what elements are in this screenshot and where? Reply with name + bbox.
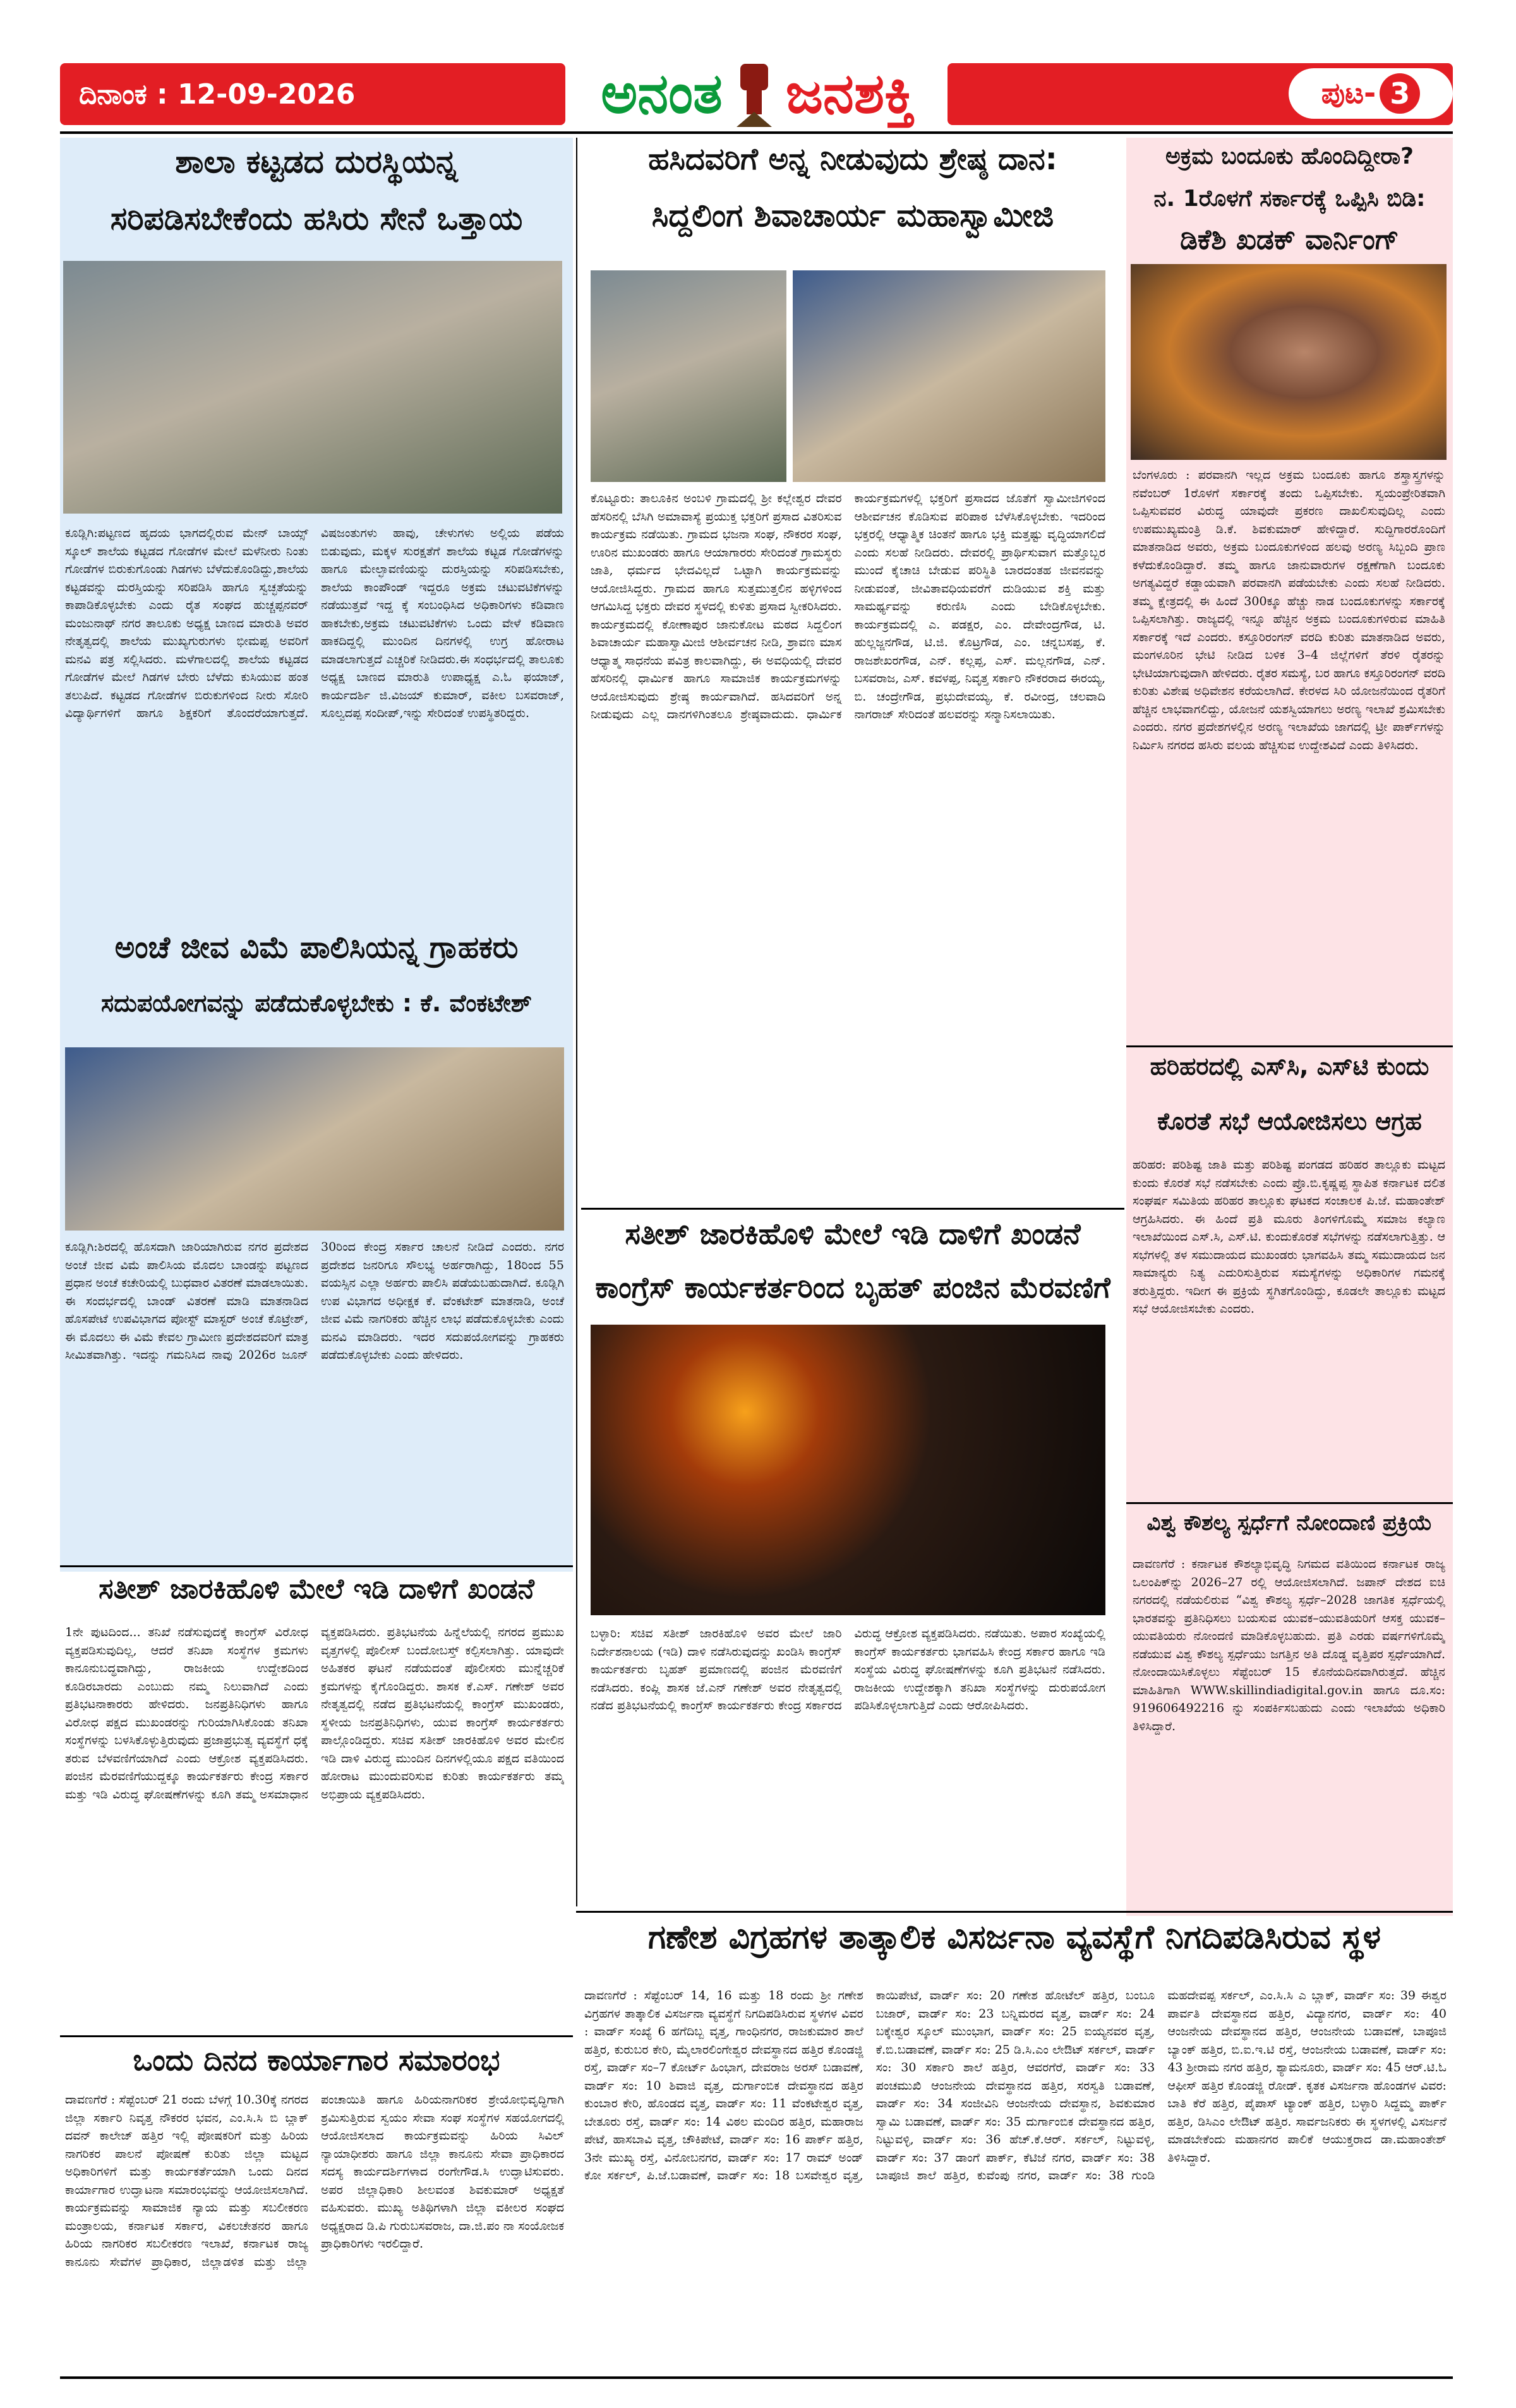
a7-photo-dk-shivakumar	[1131, 264, 1447, 460]
a5-headline-1: ಹಸಿದವರಿಗೆ ಅನ್ನ ನೀಡುವುದು ಶ್ರೇಷ್ಠ ದಾನ:	[648, 141, 1057, 177]
a4-body: ದಾವಣಗೆರೆ : ಸೆಪ್ಟೆಂಬರ್ 21 ರಂದು ಬೆಳಗ್ಗೆ 10.30ಕ್ಕೆ ನಗರದ ಜಿಲ್ಲಾ ಸರ್ಕಾರಿ ನಿವೃತ್ತ ನೌಕರರ ಭವನ, ಎಂ.ಸಿ.ಸಿ ಬಿ ಬ್ಲಾಕ್ ದವನ್ ಕಾಲೇಜ್ ಹತ್ತಿರ ಇಲ್ಲಿ ಪೋಷಕರಿಗೆ ಮತ್ತು ಹಿರಿಯ ನಾಗರಿಕರ ಪಾಲನೆ ಪೋಷಣೆ ಕುರಿತು ಜಿಲ್ಲಾ ಮಟ್ಟದ ಅಧಿಕಾರಿಗಳಿಗೆ ಮತ್ತು ಕಾರ್ಯಕರ್ತೆಯಾಗಿ ಒಂದು ದಿನದ ಕಾರ್ಯಾಗಾರ ಉದ್ಘಾಟನಾ ಸಮಾರಂಭವನ್ನು ಆಯೋಜಿಸಲಾಗಿದೆ. ಕಾರ್ಯಕ್ರಮವನ್ನು ಸಾಮಾಜಿಕ ನ್ಯಾಯ ಮತ್ತು ಸಬಲೀಕರಣ ಮಂತ್ರಾಲಯ, ಕರ್ನಾಟಕ ಸರ್ಕಾರ, ವಿಕಲಚೇತನರ ಹಾಗೂ ಹಿರಿಯ ನಾಗರಿಕರ ಸಬಲೀಕರಣ ಇಲಾಖೆ, ಕರ್ನಾಟಕ ರಾಜ್ಯ ಕಾನೂನು ಸೇವೆಗಳ ಪ್ರಾಧಿಕಾರ, ಜಿಲ್ಲಾಡಳಿತ ಮತ್ತು ಜಿಲ್ಲಾ ಪಂಚಾಯಿತಿ ಹಾಗೂ ಹಿರಿಯನಾಗರಿಕರ ಶ್ರೇಯೋಭಿವೃದ್ಧಿಗಾಗಿ ಶ್ರಮಿಸುತ್ತಿರುವ ಸ್ವಯಂ ಸೇವಾ ಸಂಘ ಸಂಸ್ಥೆಗಳ ಸಹಯೋಗದಲ್ಲಿ ಆಯೋಜಿಸಲಾದ ಕಾರ್ಯಕ್ರಮವನ್ನು ಹಿರಿಯ ಸಿವಿಲ್ ನ್ಯಾಯಾಧೀಶರು ಹಾಗೂ ಜಿಲ್ಲಾ ಕಾನೂನು ಸೇವಾ ಪ್ರಾಧಿಕಾರದ ಸದಸ್ಯ ಕಾರ್ಯದರ್ಶಿಗಳಾದ ರಂಗೇಗೌಡ.ಸಿ ಉದ್ಘಾಟಿಸುವರು. ಅಪರ ಜಿಲ್ಲಾಧಿಕಾರಿ ಶೀಲವಂತ ಶಿವಕುಮಾರ್ ಅಧ್ಯಕ್ಷತೆ ವಹಿಸುವರು. ಮುಖ್ಯ ಅತಿಥಿಗಳಾಗಿ ಜಿಲ್ಲಾ ವಕೀಲರ ಸಂಘದ ಅಧ್ಯಕ್ಷರಾದ ಡಿ.ಪಿ ಗುರುಬಸವರಾಜ, ದಾ.ಜಿ.ಪಂ ನಾ ಸಂಯೋಜಕ ಪ್ರಾಧಿಕಾರಿಗಳು ಇರಲಿದ್ದಾರೆ.	[65, 2093, 564, 2269]
col-divider-left	[576, 138, 577, 1906]
a5-photo-swamiji	[591, 270, 786, 482]
a6-headline-2: ಕಾಂಗ್ರೆಸ್ ಕಾರ್ಯಕರ್ತರಿಂದ ಬೃಹತ್ ಪಂಜಿನ ಮೆರವಣಿಗೆ	[595, 1270, 1110, 1304]
page-label: ಪುಟ-	[1321, 76, 1376, 110]
a8-headline-2: ಕೊರತೆ ಸಭೆ ಆಯೋಜಿಸಲು ಆಗ್ರಹ	[1157, 1107, 1422, 1135]
right-divider-2	[1126, 1502, 1453, 1504]
a10-body: ದಾವಣಗೆರೆ : ಸೆಪ್ಟೆಂಬರ್ 14, 16 ಮತ್ತು 18 ರಂದು ಶ್ರೀ ಗಣೇಶ ವಿಗ್ರಹಗಳ ತಾತ್ಕಾಲಿಕ ವಿಸರ್ಜನಾ ವ್ಯವಸ್ಥೆಗೆ ನಿಗದಿಪಡಿಸಿರುವ ಸ್ಥಳಗಳ ವಿವರ : ವಾರ್ಡ್ ಸಂಖ್ಯೆ 6 ಹಗೆದಿಬ್ಬ ವೃತ್ತ, ಗಾಂಧಿನಗರ, ರಾಜಕುಮಾರ ಶಾಲೆ ಹತ್ತಿರ, ಕುರುಬರ ಕೇರಿ, ಮೈಲಾರಲಿಂಗೇಶ್ವರ ದೇವಸ್ಥಾನದ ಹತ್ತಿರ ಕೊಂಡಜ್ಜಿ ರಸ್ತೆ, ವಾರ್ಡ್ ಸಂ–7 ಕೋರ್ಟ್ ಹಿಂಭಾಗ, ದೇವರಾಜ ಅರಸ್ ಬಡಾವಣೆ, ವಾರ್ಡ್ ಸಂ: 10 ಶಿವಾಜಿ ವೃತ್ತ, ದುರ್ಗಾಂಬಿಕ ದೇವಸ್ಥಾನದ ಹತ್ತಿರ ಕುಂಬಾರ ಕೇರಿ, ಹೊಂಡದ ವೃತ್ತ, ವಾರ್ಡ್ ಸಂ: 11 ವೆಂಕಟೇಶ್ವರ ವೃತ್ತ, ಬೇತೂರು ರಸ್ತೆ, ವಾರ್ಡ್ ಸಂ: 14 ವಿಠಲ ಮಂದಿರ ಹತ್ತಿರ, ಮಹಾರಾಜ ಪೇಟೆ, ಹಾಸಬಾವಿ ವೃತ್ತ, ಚೌಕಿಪೇಟೆ, ವಾರ್ಡ್ ಸಂ: 16 ಪಾರ್ಕ್ ಹತ್ತಿರ, 3ನೇ ಮುಖ್ಯ ರಸ್ತೆ, ವಿನೋಬನಗರ, ವಾರ್ಡ್ ಸಂ: 17 ರಾಮ್ ಅಂಡ್ ಕೋ ಸರ್ಕಲ್, ಪಿ.ಜೆ.ಬಡಾವಣೆ, ವಾರ್ಡ್ ಸಂ: 18 ಬಸವೇಶ್ವರ ವೃತ್ತ, ಕಾಯಿಪೇಟೆ, ವಾರ್ಡ್ ಸಂ: 20 ಗಣೇಶ ಹೋಟೆಲ್ ಹತ್ತಿರ, ಬಂಬೂ ಬಜಾರ್, ವಾರ್ಡ್ ಸಂ: 23 ಬನ್ನಿಮರದ ವೃತ್ತ, ವಾರ್ಡ್ ಸಂ: 24 ಬಕ್ಕೇಶ್ವರ ಸ್ಕೂಲ್ ಮುಂಭಾಗ, ವಾರ್ಡ್ ಸಂ: 25 ಐಯ್ಯನವರ ವೃತ್ತ, ಕೆ.ಬಿ.ಬಡಾವಣೆ, ವಾರ್ಡ್ ಸಂ: 25 ಡಿ.ಸಿ.ಎಂ ಲೇಔಟ್ ಸರ್ಕಲ್, ವಾರ್ಡ್ ಸಂ: 30 ಸರ್ಕಾರಿ ಶಾಲೆ ಹತ್ತಿರ, ಆವರಗೆರೆ, ವಾರ್ಡ್ ಸಂ: 33 ಪಂಚಮುಖಿ ಆಂಜನೇಯ ದೇವಸ್ಥಾನದ ಹತ್ತಿರ, ಸರಸ್ವತಿ ಬಡಾವಣೆ, ವಾರ್ಡ್ ಸಂ: 34 ಸಂಜೀವಿನಿ ಆಂಜನೇಯ ದೇವಸ್ಥಾನ, ಶಿವಕುಮಾರ ಸ್ವಾಮಿ ಬಡಾವಣೆ, ವಾರ್ಡ್ ಸಂ: 35 ದುರ್ಗಾಂಬಿಕ ದೇವಸ್ಥಾನದ ಹತ್ತಿರ, ನಿಟ್ಟುವಳ್ಳಿ, ವಾರ್ಡ್ ಸಂ: 36 ಹೆಚ್.ಕೆ.ಆರ್. ಸರ್ಕಲ್, ನಿಟ್ಟುವಳ್ಳಿ, ವಾರ್ಡ್ ಸಂ: 37 ಡಾಂಗೆ ಪಾರ್ಕ್, ಕೆಟಿಜೆ ನಗರ, ವಾರ್ಡ್ ಸಂ: 38 ಬಾಪೂಜಿ ಶಾಲೆ ಹತ್ತಿರ, ಕುವೆಂಪು ನಗರ, ವಾರ್ಡ್ ಸಂ: 38 ಗುಂಡಿ ಮಹದೇವಪ್ಪ ಸರ್ಕಲ್, ಎಂ.ಸಿ.ಸಿ ಎ ಬ್ಲಾಕ್, ವಾರ್ಡ್ ಸಂ: 39 ಈಶ್ವರ ಪಾರ್ವತಿ ದೇವಸ್ಥಾನದ ಹತ್ತಿರ, ವಿದ್ಯಾನಗರ, ವಾರ್ಡ್ ಸಂ: 40 ಆಂಜನೇಯ ದೇವಸ್ಥಾನದ ಹತ್ತಿರ, ಆಂಜನೇಯ ಬಡಾವಣೆ, ಬಾಪೂಜಿ ಬ್ಯಾಂಕ್ ಹತ್ತಿರ, ಬಿ.ಐ.ಇ.ಟಿ ರಸ್ತೆ, ಆಂಜನೇಯ ಬಡಾವಣೆ, ವಾರ್ಡ್ ಸಂ: 43 ಶ್ರೀರಾಮ ನಗರ ಹತ್ತಿರ, ಶ್ಯಾಮನೂರು, ವಾರ್ಡ್ ಸಂ: 45 ಆರ್.ಟಿ.ಓ ಆಫೀಸ್ ಹತ್ತಿರ ಕೊಂಡಜ್ಜಿ ರೋಡ್. ಕೃತಕ ವಿಸರ್ಜನಾ ಹೊಂಡಗಳ ವಿವರ: ಬಾತಿ ಕೆರೆ ಹತ್ತಿರ, ಪೈಪಾಸ್ ಟ್ಯಾಂಕ್ ಹತ್ತಿರ, ಬಳ್ಳಾರಿ ಸಿದ್ದಮ್ಮ ಪಾರ್ಕ್ ಹತ್ತಿರ, ಡಿಸಿಎಂ ಲೇಔಟ್ ಹತ್ತಿರ. ಸಾರ್ವಜನಿಕರು ಈ ಸ್ಥಳಗಳಲ್ಲಿ ವಿಸರ್ಜನೆ ಮಾಡಬೇಕೆಂದು ಮಹಾನಗರ ಪಾಲಿಕೆ ಆಯುಕ್ತರಾದ ಡಾ.ಮಹಾಂತೇಶ್ ತಿಳಿಸಿದ್ದಾರೆ.	[584, 1989, 1447, 2182]
a1-body: ಕೂಡ್ಲಿಗಿ:ಪಟ್ಟಣದ ಹೃದಯ ಭಾಗದಲ್ಲಿರುವ ಮೇನ್ ಬಾಯ್ಸ್ ಸ್ಕೂಲ್ ಶಾಲೆಯ ಕಟ್ಟಡದ ಗೋಡೆಗಳ ಮೇಲೆ ಮಳೆನೀರು ನಿಂತು ಗೋಡೆಗಳ ಬಿರುಕುಗೊಂಡು ಗಿಡಗಳು ಬೆಳೆದುಕೊಂಡಿದ್ದು,ಶಾಲೆಯ ಕಟ್ಟಡವನ್ನು ದುರಸ್ತಿಯನ್ನು ಸರಿಪಡಿಸಿ ಹಾಗೂ ಸ್ವಚ್ಛತೆಯನ್ನು ಕಾಪಾಡಿಕೊಳ್ಳಬೇಕು ಎಂದು ರೈತ ಸಂಘದ ಹುಚ್ಚಪ್ಪನವರ್ ಮಂಜುನಾಥ್ ನಗರ ತಾಲೂಕು ಅಧ್ಯಕ್ಷ ಬಾಣದ ಮಾರುತಿ ಅವರ ನೇತೃತ್ವದಲ್ಲಿ ಶಾಲೆಯ ಮುಖ್ಯಗುರುಗಳು ಭೀಮಪ್ಪ ಅವರಿಗೆ ಮನವಿ ಪತ್ರ ಸಲ್ಲಿಸಿದರು. ಮಳೆಗಾಲದಲ್ಲಿ ಶಾಲೆಯ ಕಟ್ಟಡದ ಗೋಡೆಗಳ ಮೇಲೆ ಗಿಡಗಳ ಬೇರು ಬೆಳೆದು ಕುಸಿಯುವ ಹಂತ ತಲುಪಿದೆ. ಕಟ್ಟಡದ ಗೋಡೆಗಳ ಬಿರುಕುಗಳಿಂದ ನೀರು ಸೋರಿ ವಿದ್ಯಾರ್ಥಿಗಳಿಗೆ ಹಾಗೂ ಶಿಕ್ಷಕರಿಗೆ ತೊಂದರೆಯಾಗುತ್ತದೆ. ವಿಷಜಂತುಗಳು ಹಾವು, ಚೇಳುಗಳು ಅಲ್ಲಿಯ ಪಡೆಯ ಬಿಡುವುದು, ಮಕ್ಕಳ ಸುರಕ್ಷತೆಗೆ ಶಾಲೆಯ ಕಟ್ಟಡ ಗೋಡೆಗಳನ್ನು ಹಾಗೂ ಮೇಲ್ಛಾವಣಿಯನ್ನು ದುರಸ್ತಿಯನ್ನು ಸರಿಪಡಿಸಬೇಕು, ಶಾಲೆಯ ಕಾಂಪೌಂಡ್ ಇದ್ದರೂ ಅಕ್ರಮ ಚಟುವಟಿಕೆಗಳನ್ನು ನಡೆಯುತ್ತವೆ ಇದ್ದ ಕ್ಕೆ ಸಂಬಂಧಿಸಿದ ಅಧಿಕಾರಿಗಳು ಕಡಿವಾಣ ಹಾಕಬೇಕು,ಅಕ್ರಮ ಚಟುವಟಿಕೆಗಳು ಒಂದು ವೇಳೆ ಕಡಿವಾಣ ಹಾಕದಿದ್ದಲ್ಲಿ ಮುಂದಿನ ದಿನಗಳಲ್ಲಿ ಉಗ್ರ ಹೋರಾಟ ಮಾಡಲಾಗುತ್ತದೆ ಎಚ್ಚರಿಕೆ ನೀಡಿದರು.ಈ ಸಂಧರ್ಭದಲ್ಲಿ ತಾಲೂಕು ಅಧ್ಯಕ್ಷ ಬಾಣದ ಮಾರುತಿ ಉಪಾಧ್ಯಕ್ಷ ಎ.ಓ ಫಯಾಜ್, ಕಾರ್ಯದರ್ಶಿ ಜಿ.ವಿಜಯ್ ಕುಮಾರ್, ವಕೀಲ ಬಸವರಾಜ್, ಸೂಲ್ವದಪ್ಪ ಸಂದೀಪ್,ಇನ್ನು ಸೇರಿದಂತೆ ಉಪಸ್ಥಿತರಿದ್ದರು.	[65, 526, 564, 720]
header-rule	[60, 131, 1453, 134]
a10-headline: ಗಣೇಶ ವಿಗ್ರಹಗಳ ತಾತ್ಕಾಲಿಕ ವಿಸರ್ಜನಾ ವ್ಯವಸ್ಥೆಗೆ ನಿಗದಿಪಡಿಸಿರುವ ಸ್ಥಳ	[648, 1918, 1381, 1956]
a4-headline: ಒಂದು ದಿನದ ಕಾರ್ಯಾಗಾರ ಸಮಾರಂಭ	[133, 2043, 500, 2077]
masthead-left: ಅನಂತ	[601, 60, 723, 126]
bottom-divider	[576, 1911, 1453, 1913]
masthead-right: ಜನಶಕ್ತಿ	[785, 60, 915, 126]
a2-body: ಕೂಡ್ಲಿಗಿ:ಶಿರದಲ್ಲಿ ಹೊಸದಾಗಿ ಜಾರಿಯಾಗಿರುವ ನಗರ ಪ್ರದೇಶದ ಅಂಚೆ ಜೀವ ವಿಮೆ ಪಾಲಿಸಿಯ ಮೊದಲ ಬಾಂಡನ್ನು ಪಟ್ಟಣದ ಪ್ರಧಾನ ಅಂಚೆ ಕಚೇರಿಯಲ್ಲಿ ಬುಧವಾರ ವಿತರಣೆ ಮಾಡಲಾಯಿತು. ಈ ಸಂದರ್ಭದಲ್ಲಿ ಬಾಂಡ್ ವಿತರಣೆ ಮಾಡಿ ಮಾತನಾಡಿದ ಹೊಸಪೇಟೆ ಉಪವಿಭಾಗದ ಪೋಸ್ಟ್ ಮಾಸ್ಟರ್ ಅಂಚೆ ಕೊಟ್ರೇಶ್, ಈ ಮೊದಲು ಈ ವಿಮೆ ಕೇವಲ ಗ್ರಾಮೀಣ ಪ್ರದೇಶದವರಿಗೆ ಮಾತ್ರ ಸೀಮಿತವಾಗಿತ್ತು. ಇದನ್ನು ಗಮನಿಸಿದ ನಾವು 2026ರ ಜೂನ್ 30ರಿಂದ ಕೇಂದ್ರ ಸರ್ಕಾರ ಚಾಲನೆ ನೀಡಿದೆ ಎಂದರು. ನಗರ ಪ್ರದೇಶದ ಜನರಿಗೂ ಸೌಲಭ್ಯ ಅರ್ಹರಾಗಿದ್ದು, 18ರಿಂದ 55 ವಯಸ್ಸಿನ ಎಲ್ಲಾ ಅರ್ಹರು ಪಾಲಿಸಿ ಪಡೆಯಬಹುದಾಗಿದೆ. ಕೂಡ್ಲಿಗಿ ಉಪ ವಿಭಾಗದ ಅಧೀಕ್ಷಕ ಕೆ. ವೆಂಕಟೇಶ್ ಮಾತನಾಡಿ, ಅಂಚೆ ಜೀವ ವಿಮೆ ನಾಗರಿಕರು ಹೆಚ್ಚಿನ ಲಾಭ ಪಡೆದುಕೊಳ್ಳಬೇಕು ಎಂದು ಮನವಿ ಮಾಡಿದರು. ಇದರ ಸದುಪಯೋಗವನ್ನು ಗ್ರಾಹಕರು ಪಡೆದುಕೊಳ್ಳಬೇಕು ಎಂದು ಹೇಳಿದರು.	[65, 1240, 564, 1362]
fist-logo-icon	[729, 59, 779, 128]
date-bar	[60, 63, 565, 125]
a8-body: ಹರಿಹರ: ಪರಿಶಿಷ್ಟ ಜಾತಿ ಮತ್ತು ಪರಿಶಿಷ್ಟ ಪಂಗಡದ ಹರಿಹರ ತಾಲ್ಲೂಕು ಮಟ್ಟದ ಕುಂದು ಕೊರತೆ ಸಭೆ ನಡೆಸಬೇಕು ಎಂದು ಪ್ರೊ.ಬಿ.ಕೃಷ್ಣಪ್ಪ ಸ್ಥಾಪಿತ ಕರ್ನಾಟಕ ದಲಿತ ಸಂಘರ್ಷ ಸಮಿತಿಯ ಹರಿಹರ ತಾಲ್ಲೂಕು ಘಟಕದ ಸಂಚಾಲಕ ಪಿ.ಜೆ. ಮಹಾಂತೇಶ್ ಆಗ್ರಹಿಸಿದರು. ಈ ಹಿಂದೆ ಪ್ರತಿ ಮೂರು ತಿಂಗಳಿಗೊಮ್ಮೆ ಸಮಾಜ ಕಲ್ಯಾಣ ಇಲಾಖೆಯಿಂದ ಎಸ್.ಸಿ, ಎಸ್.ಟಿ. ಕುಂದುಕೊರತೆ ಸಭೆಗಳನ್ನು ನಡೆಸಲಾಗುತ್ತಿತ್ತು. ಆ ಸಭೆಗಳಲ್ಲಿ ತಳ ಸಮುದಾಯದ ಮುಖಂಡರು ಭಾಗವಹಿಸಿ ತಮ್ಮ ಸಮುದಾಯದ ಜನ ಸಾಮಾನ್ಯರು ನಿತ್ಯ ಎದುರಿಸುತ್ತಿರುವ ಸಮಸ್ಯೆಗಳನ್ನು ಅಧಿಕಾರಿಗಳ ಗಮನಕ್ಕೆ ತರುತ್ತಿದ್ದರು. ಇದೀಗ ಈ ಪ್ರಕ್ರಿಯೆ ಸ್ಥಗಿತಗೊಂಡಿದ್ದು, ಕೂಡಲೇ ತಾಲ್ಲೂಕು ಮಟ್ಟದ ಸಭೆ ಆಯೋಜಿಸಬೇಕು ಎಂದರು.	[1133, 1158, 1445, 1316]
a1-headline-2: ಸರಿಪಡಿಸಬೇಕೆಂದು ಹಸಿರು ಸೇನೆ ಒತ್ತಾಯ	[110, 200, 523, 237]
a2-headline-1: ಅಂಚೆ ಜೀವ ವಿಮೆ ಪಾಲಿಸಿಯನ್ನ ಗ್ರಾಹಕರು	[114, 930, 519, 965]
masthead	[575, 56, 941, 131]
a3-headline: ಸತೀಶ್ ಜಾರಕಿಹೊಳಿ ಮೇಲೆ ಇಡಿ ದಾಳಿಗೆ ಖಂಡನೆ	[99, 1573, 534, 1605]
page-number-badge	[1289, 68, 1453, 119]
a9-headline: ವಿಶ್ವ ಕೌಶಲ್ಯ ಸ್ಪರ್ಧೆಗೆ ನೋಂದಾಣಿ ಪ್ರಕ್ರಿಯೆ	[1146, 1510, 1433, 1536]
page-number: 3	[1380, 73, 1420, 114]
left-divider-1	[60, 1565, 573, 1567]
a2-headline-2: ಸದುಪಯೋಗವನ್ನು ಪಡೆದುಕೊಳ್ಳಬೇಕು : ಕೆ. ವೆಂಕಟೇಶ್	[101, 989, 532, 1017]
a5-headline-2: ಸಿದ್ದಲಿಂಗ ಶಿವಾಚಾರ್ಯ ಮಹಾಸ್ವಾಮೀಜಿ	[651, 197, 1054, 234]
a6-photo-torch-rally	[591, 1325, 1105, 1615]
footer-rule	[60, 2376, 1453, 2379]
a2-photo-post-office	[65, 1047, 564, 1231]
issue-date: ದಿನಾಂಕ : 12-09-2026	[79, 78, 356, 111]
a1-photo-farmers-memorandum	[63, 261, 562, 514]
a7-headline-3: ಡಿಕೆಶಿ ಖಡಕ್ ವಾರ್ನಿಂಗ್	[1180, 224, 1399, 256]
a6-headline-1: ಸತೀಶ್ ಜಾರಕಿಹೊಳಿ ಮೇಲೆ ಇಡಿ ದಾಳಿಗೆ ಖಂಡನೆ	[625, 1217, 1081, 1251]
a1-headline-1: ಶಾಲಾ ಕಟ್ಟಡದ ದುರಸ್ಥಿಯನ್ನ	[175, 143, 458, 180]
mid-divider-1	[581, 1208, 1124, 1210]
a8-headline-1: ಹರಿಹರದಲ್ಲಿ ಎಸ್‌ಸಿ, ಎಸ್‌ಟಿ ಕುಂದು	[1150, 1052, 1429, 1080]
a7-headline-1: ಅಕ್ರಮ ಬಂದೂಕು ಹೊಂದಿದ್ದೀರಾ?	[1165, 143, 1414, 169]
right-divider-1	[1126, 1045, 1453, 1047]
a3-body: 1ನೇ ಪುಟದಿಂದ... ತನಿಖೆ ನಡೆಸುವುದಕ್ಕೆ ಕಾಂಗ್ರೆಸ್ ವಿರೋಧ ವ್ಯಕ್ತಪಡಿಸುವುದಿಲ್ಲ, ಆದರೆ ತನಿಖಾ ಸಂಸ್ಥೆಗಳ ಕ್ರಮಗಳು ಕಾನೂನುಬದ್ಧವಾಗಿದ್ದು, ರಾಜಕೀಯ ಉದ್ದೇಶದಿಂದ ಕೂಡಿರಬಾರದು ಎಂಬುದು ನಮ್ಮ ನಿಲುವಾಗಿದೆ ಎಂದು ಪ್ರತಿಭಟನಾಕಾರರು ಹೇಳಿದರು. ಜನಪ್ರತಿನಿಧಿಗಳು ಹಾಗೂ ವಿರೋಧ ಪಕ್ಷದ ಮುಖಂಡರನ್ನು ಗುರಿಯಾಗಿಸಿಕೊಂಡು ತನಿಖಾ ಸಂಸ್ಥೆಗಳನ್ನು ಬಳಸಿಕೊಳ್ಳುತ್ತಿರುವುದು ಪ್ರಜಾಪ್ರಭುತ್ವ ವ್ಯವಸ್ಥೆಗೆ ಧಕ್ಕೆ ತರುವ ಬೆಳವಣಿಗೆಯಾಗಿದೆ ಎಂದು ಆಕ್ರೋಶ ವ್ಯಕ್ತಪಡಿಸಿದರು. ಪಂಜಿನ ಮೆರವಣಿಗೆಯುದ್ದಕ್ಕೂ ಕಾರ್ಯಕರ್ತರು ಕೇಂದ್ರ ಸರ್ಕಾರ ಮತ್ತು ಇಡಿ ವಿರುದ್ಧ ಘೋಷಣೆಗಳನ್ನು ಕೂಗಿ ತಮ್ಮ ಅಸಮಾಧಾನ ವ್ಯಕ್ತಪಡಿಸಿದರು. ಪ್ರತಿಭಟನೆಯ ಹಿನ್ನೆಲೆಯಲ್ಲಿ ನಗರದ ಪ್ರಮುಖ ವೃತ್ತಗಳಲ್ಲಿ ಪೊಲೀಸ್ ಬಂದೋಬಸ್ತ್ ಕಲ್ಪಿಸಲಾಗಿತ್ತು. ಯಾವುದೇ ಅಹಿತಕರ ಘಟನೆ ನಡೆಯದಂತೆ ಪೊಲೀಸರು ಮುನ್ನೆಚ್ಚರಿಕೆ ಕ್ರಮಗಳನ್ನು ಕೈಗೊಂಡಿದ್ದರು. ಶಾಸಕ ಕೆ.ಎಸ್. ಗಣೇಶ್ ಅವರ ನೇತೃತ್ವದಲ್ಲಿ ನಡೆದ ಪ್ರತಿಭಟನೆಯಲ್ಲಿ ಕಾಂಗ್ರೆಸ್ ಮುಖಂಡರು, ಸ್ಥಳೀಯ ಜನಪ್ರತಿನಿಧಿಗಳು, ಯುವ ಕಾಂಗ್ರೆಸ್ ಕಾರ್ಯಕರ್ತರು ಪಾಲ್ಗೊಂಡಿದ್ದರು. ಸಚಿವ ಸತೀಶ್ ಜಾರಕಿಹೊಳಿ ಅವರ ಮೇಲಿನ ಇಡಿ ದಾಳಿ ವಿರುದ್ಧ ಮುಂದಿನ ದಿನಗಳಲ್ಲಿಯೂ ಪಕ್ಷದ ವತಿಯಿಂದ ಹೋರಾಟ ಮುಂದುವರಿಸುವ ಕುರಿತು ಕಾರ್ಯಕರ್ತರು ತಮ್ಮ ಅಭಿಪ್ರಾಯ ವ್ಯಕ್ತಪಡಿಸಿದರು.	[65, 1625, 564, 1802]
a7-headline-2: ನ. 1ರೊಳಗೆ ಸರ್ಕಾರಕ್ಕೆ ಒಪ್ಪಿಸಿ ಬಿಡಿ:	[1153, 186, 1426, 212]
a5-body: ಕೊಟ್ಟೂರು: ತಾಲೂಕಿನ ಅಂಬಳಿ ಗ್ರಾಮದಲ್ಲಿ ಶ್ರೀ ಕಲ್ಲೇಶ್ವರ ದೇವರ ಹೆಸರಿನಲ್ಲಿ ಬೆಸಿಗಿ ಅಮಾವಾಸ್ಯೆ ಪ್ರಯುಕ್ತ ಭಕ್ತರಿಗೆ ಪ್ರಸಾದ ವಿತರಿಸುವ ಕಾರ್ಯಕ್ರಮ ನಡೆಯಿತು. ಗ್ರಾಮದ ಭಜನಾ ಸಂಘ, ನೌಕರರ ಸಂಘ, ಊರಿನ ಮುಖಂಡರು ಹಾಗೂ ಆಯಾಗಾರರು ಸೇರಿದಂತೆ ಗ್ರಾಮಸ್ಥರು ಜಾತಿ, ಧರ್ಮದ ಭೇದವಿಲ್ಲದೆ ಒಟ್ಟಾಗಿ ಕಾರ್ಯಕ್ರಮವನ್ನು ಆಯೋಜಿಸಿದ್ದರು. ಗ್ರಾಮದ ಹಾಗೂ ಸುತ್ತಮುತ್ತಲಿನ ಹಳ್ಳಿಗಳಿಂದ ಆಗಮಿಸಿದ್ದ ಭಕ್ತರು ದೇವರ ಸ್ಥಳದಲ್ಲಿ ಕುಳಿತು ಪ್ರಸಾದ ಸ್ವೀಕರಿಸಿದರು. ಕಾರ್ಯಕ್ರಮದಲ್ಲಿ ಕೋಣಾಪುರ ಜಾನುಕೋಟ ಮಠದ ಸಿದ್ದಲಿಂಗ ಶಿವಾಚಾರ್ಯ ಮಹಾಸ್ವಾಮೀಜಿ ಆಶೀರ್ವಚನ ನೀಡಿ, ಶ್ರಾವಣ ಮಾಸ ಆಧ್ಯಾತ್ಮ ಸಾಧನೆಯ ಪವಿತ್ರ ಕಾಲವಾಗಿದ್ದು, ಈ ಅವಧಿಯಲ್ಲಿ ದೇವರ ಹೆಸರಿನಲ್ಲಿ ಧಾರ್ಮಿಕ ಹಾಗೂ ಸಾಮಾಜಿಕ ಕಾರ್ಯಕ್ರಮಗಳನ್ನು ಆಯೋಜಿಸುವುದು ಶ್ರೇಷ್ಠ ಕಾರ್ಯವಾಗಿದೆ. ಹಸಿದವರಿಗೆ ಅನ್ನ ನೀಡುವುದು ಎಲ್ಲ ದಾನಗಳಿಗಿಂತಲೂ ಶ್ರೇಷ್ಠವಾದುದು. ಧಾರ್ಮಿಕ ಕಾರ್ಯಕ್ರಮಗಳಲ್ಲಿ ಭಕ್ತರಿಗೆ ಪ್ರಸಾದದ ಜೊತೆಗೆ ಸ್ವಾಮೀಜಿಗಳಿಂದ ಆಶೀರ್ವಚನ ಕೊಡಿಸುವ ಪರಿಪಾಠ ಬೆಳೆಸಿಕೊಳ್ಳಬೇಕು. ಇದರಿಂದ ಭಕ್ತರಲ್ಲಿ ಆಧ್ಯಾತ್ಮಿಕ ಚಿಂತನೆ ಹಾಗೂ ಭಕ್ತಿ ಮತ್ತಷ್ಟು ವೃದ್ಧಿಯಾಗಲಿದೆ ಎಂದು ಸಲಹೆ ನೀಡಿದರು. ದೇವರಲ್ಲಿ ಪ್ರಾರ್ಥಿಸುವಾಗ ಮತ್ತೊಬ್ಬರ ಮುಂದೆ ಕೈಚಾಚಿ ಬೇಡುವ ಪರಿಸ್ಥಿತಿ ಬಾರದಂತಹ ಜೀವನವನ್ನು ನೀಡುವಂತೆ, ಜೀವಿತಾವಧಿಯವರೆಗೆ ದುಡಿಯುವ ಶಕ್ತಿ ಮತ್ತು ಸಾಮರ್ಥ್ಯವನ್ನು ಕರುಣಿಸಿ ಎಂದು ಬೇಡಿಕೊಳ್ಳಬೇಕು. ಕಾರ್ಯಕ್ರಮದಲ್ಲಿ ಎ. ಪಡಕ್ಷರ, ಎಂ. ದೇವೇಂದ್ರಗೌಡ, ಟಿ. ಹುಲ್ಲಜ್ಜನಗೌಡ, ಟಿ.ಜಿ. ಕೊಟ್ರಗೌಡ, ಎಂ. ಚನ್ನಬಸಪ್ಪ, ಕೆ. ರಾಜಶೇಖರಗೌಡ, ಎನ್. ಕಲ್ಲಪ್ಪ, ಎಸ್. ಮಲ್ಲನಗೌಡ, ಎನ್. ಬಸವರಾಜ, ಎಸ್. ಕವಳಪ್ಪ, ನಿವೃತ್ತ ಸರ್ಕಾರಿ ನೌಕರರಾದ ಈರಯ್ಯ, ಬಿ. ಚಂದ್ರೇಗೌಡ, ಪ್ರಭುದೇವಯ್ಯ, ಕೆ. ರವೀಂದ್ರ, ಚಲವಾದಿ ನಾಗರಾಜ್ ಸೇರಿದಂತೆ ಹಲವರನ್ನು ಸನ್ಮಾನಿಸಲಾಯಿತು.	[591, 491, 1105, 721]
a5-photo-gathering	[793, 270, 1105, 482]
a9-body: ದಾವಣಗೆರೆ : ಕರ್ನಾಟಕ ಕೌಶಲ್ಯಾಭಿವೃದ್ಧಿ ನಿಗಮದ ವತಿಯಿಂದ ಕರ್ನಾಟಕ ರಾಜ್ಯ ಒಲಂಪಿಕ್‌ನ್ನು 2026–27 ರಲ್ಲಿ ಆಯೋಜಿಸಲಾಗಿದೆ. ಜಪಾನ್ ದೇಶದ ಐಚಿ ನಗರದಲ್ಲಿ ನಡೆಯಲಿರುವ “ವಿಶ್ವ ಕೌಶಲ್ಯ ಸ್ಪರ್ಧೆ–2028 ಜಾಗತಿಕ ಸ್ಪರ್ಧೆಯಲ್ಲಿ ಭಾರತವನ್ನು ಪ್ರತಿನಿಧಿಸಲು ಬಯಸುವ ಯುವಕ–ಯುವತಿಯರಿಗೆ ಆಸಕ್ತ ಯುವಕ–ಯುವತಿಯರು ನೋಂದಣಿ ಮಾಡಿಕೊಳ್ಳಬಹುದು. ಪ್ರತಿ ಎರಡು ವರ್ಷಗಳಿಗೊಮ್ಮೆ ನಡೆಯುವ ವಿಶ್ವ ಕೌಶಲ್ಯ ಸ್ಪರ್ಧೆಯು ಜಗತ್ತಿನ ಅತಿ ದೊಡ್ಡ ವೃತ್ತಿಪರ ಸ್ಪರ್ಧೆಯಾಗಿದೆ. ನೋಂದಾಯಿಸಿಕೊಳ್ಳಲು ಸೆಪ್ಟೆಂಬರ್ 15 ಕೊನೆಯದಿನವಾಗಿರುತ್ತದೆ. ಹೆಚ್ಚಿನ ಮಾಹಿತಿಗಾಗಿ WWW.skillindiadigital.gov.in ಹಾಗೂ ದೂ.ಸಂ: 919606492216 ನ್ನು ಸಂಪರ್ಕಿಸಬಹುದು ಎಂದು ಇಲಾಖೆಯ ಅಧಿಕಾರಿ ತಿಳಿಸಿದ್ದಾರೆ.	[1133, 1557, 1445, 1733]
left-divider-2	[60, 2035, 573, 2037]
a7-body: ಬೆಂಗಳೂರು : ಪರವಾನಗಿ ಇಲ್ಲದ ಅಕ್ರಮ ಬಂದೂಕು ಹಾಗೂ ಶಸ್ತ್ರಾಸ್ತ್ರಗಳನ್ನು ನವೆಂಬರ್ 1ರೊಳಗೆ ಸರ್ಕಾರಕ್ಕೆ ತಂದು ಒಪ್ಪಿಸಬೇಕು. ಸ್ವಯಂಪ್ರೇರಿತವಾಗಿ ಒಪ್ಪಿಸುವವರ ವಿರುದ್ಧ ಯಾವುದೇ ಪ್ರಕರಣ ದಾಖಲಿಸುವುದಿಲ್ಲ ಎಂದು ಉಪಮುಖ್ಯಮಂತ್ರಿ ಡಿ.ಕೆ. ಶಿವಕುಮಾರ್ ಹೇಳಿದ್ದಾರೆ. ಸುದ್ದಿಗಾರರೊಂದಿಗೆ ಮಾತನಾಡಿದ ಅವರು, ಅಕ್ರಮ ಬಂದೂಕುಗಳಿಂದ ಹಲವು ಅರಣ್ಯ ಸಿಬ್ಬಂದಿ ಪ್ರಾಣ ಕಳೆದುಕೊಂಡಿದ್ದಾರೆ. ತಮ್ಮ ಹಾಗೂ ಜಾನುವಾರುಗಳ ರಕ್ಷಣೆಗಾಗಿ ಬಂದೂಕು ಅಗತ್ಯವಿದ್ದರೆ ಕಡ್ಡಾಯವಾಗಿ ಪರವಾನಗಿ ಪಡೆಯಬೇಕು ಎಂದು ಸಲಹೆ ನೀಡಿದರು. ತಮ್ಮ ಕ್ಷೇತ್ರದಲ್ಲಿ ಈ ಹಿಂದೆ 300ಕ್ಕೂ ಹೆಚ್ಚು ನಾಡ ಬಂದೂಕುಗಳನ್ನು ಸರ್ಕಾರಕ್ಕೆ ಒಪ್ಪಿಸಲಾಗಿತ್ತು. ರಾಜ್ಯದಲ್ಲಿ ಇನ್ನೂ ಹೆಚ್ಚಿನ ಅಕ್ರಮ ಬಂದೂಕುಗಳಿರುವ ಮಾಹಿತಿ ಸರ್ಕಾರಕ್ಕೆ ಇದೆ ಎಂದರು. ಕಸ್ತೂರಿರಂಗನ್ ವರದಿ ಕುರಿತು ಮಾತನಾಡಿದ ಅವರು, ಮಂಗಳೂರಿನ ಭೇಟಿ ನೀಡಿದ ಬಳಿಕ 3–4 ಜಿಲ್ಲೆಗಳಿಗೆ ತೆರಳಿ ರೈತರನ್ನು ಭೇಟಿಯಾಗುವುದಾಗಿ ಹೇಳಿದರು. ರೈತರ ಸಮಸ್ಯೆ, ಬರ ಹಾಗೂ ಕಸ್ತೂರಿರಂಗನ್ ವರದಿ ಕುರಿತು ವಿಶೇಷ ಅಧಿವೇಶನ ಕರೆಯಲಾಗಿದೆ. ಕೇರಳದ ಸಿರಿ ಯೋಜನೆಯಿಂದ ರೈತರಿಗೆ ಹೆಚ್ಚಿನ ಲಾಭವಾಗಲಿದ್ದು, ಯೋಜನೆ ಯಶಸ್ವಿಯಾಗಲು ಅರಣ್ಯ ಇಲಾಖೆ ಶ್ರಮಿಸಬೇಕು ಎಂದರು. ನಗರ ಪ್ರದೇಶಗಳಲ್ಲಿನ ಅರಣ್ಯ ಇಲಾಖೆಯ ಜಾಗದಲ್ಲಿ ಟ್ರೀ ಪಾರ್ಕ್‌ಗಳನ್ನು ನಿರ್ಮಿಸಿ ನಗರದ ಹಸಿರು ವಲಯ ಹೆಚ್ಚಿಸುವ ಉದ್ದೇಶವಿದೆ ಎಂದು ತಿಳಿಸಿದರು.	[1133, 468, 1445, 752]
a6-body: ಬಳ್ಳಾರಿ: ಸಚಿವ ಸತೀಶ್ ಜಾರಕಿಹೊಳಿ ಅವರ ಮೇಲೆ ಜಾರಿ ನಿರ್ದೇಶನಾಲಯ (ಇಡಿ) ದಾಳಿ ನಡೆಸಿರುವುದನ್ನು ಖಂಡಿಸಿ ಕಾಂಗ್ರೆಸ್ ಕಾರ್ಯಕರ್ತರು ಬೃಹತ್ ಪ್ರಮಾಣದಲ್ಲಿ ಪಂಜಿನ ಮೆರವಣಿಗೆ ನಡೆಸಿದರು. ಕಂಪ್ಲಿ ಶಾಸಕ ಜೆ.ಎನ್ ಗಣೇಶ್ ಅವರ ನೇತೃತ್ವದಲ್ಲಿ ನಡೆದ ಪ್ರತಿಭಟನೆಯಲ್ಲಿ ಕಾಂಗ್ರೆಸ್ ಕಾರ್ಯಕರ್ತರು ಕೇಂದ್ರ ಸರ್ಕಾರದ ವಿರುದ್ಧ ಆಕ್ರೋಶ ವ್ಯಕ್ತಪಡಿಸಿದರು. ನಡೆಯಿತು. ಅಪಾರ ಸಂಖ್ಯೆಯಲ್ಲಿ ಕಾಂಗ್ರೆಸ್ ಕಾರ್ಯಕರ್ತರು ಭಾಗವಹಿಸಿ ಕೇಂದ್ರ ಸರ್ಕಾರ ಹಾಗೂ ಇಡಿ ಸಂಸ್ಥೆಯ ವಿರುದ್ಧ ಘೋಷಣೆಗಳನ್ನು ಕೂಗಿ ಪ್ರತಿಭಟನೆ ನಡೆಸಿದರು. ರಾಜಕೀಯ ಉದ್ದೇಶಕ್ಕಾಗಿ ತನಿಖಾ ಸಂಸ್ಥೆಗಳನ್ನು ದುರುಪಯೋಗ ಪಡಿಸಿಕೊಳ್ಳಲಾಗುತ್ತಿದೆ ಎಂದು ಆರೋಪಿಸಿದರು.	[591, 1627, 1105, 1713]
